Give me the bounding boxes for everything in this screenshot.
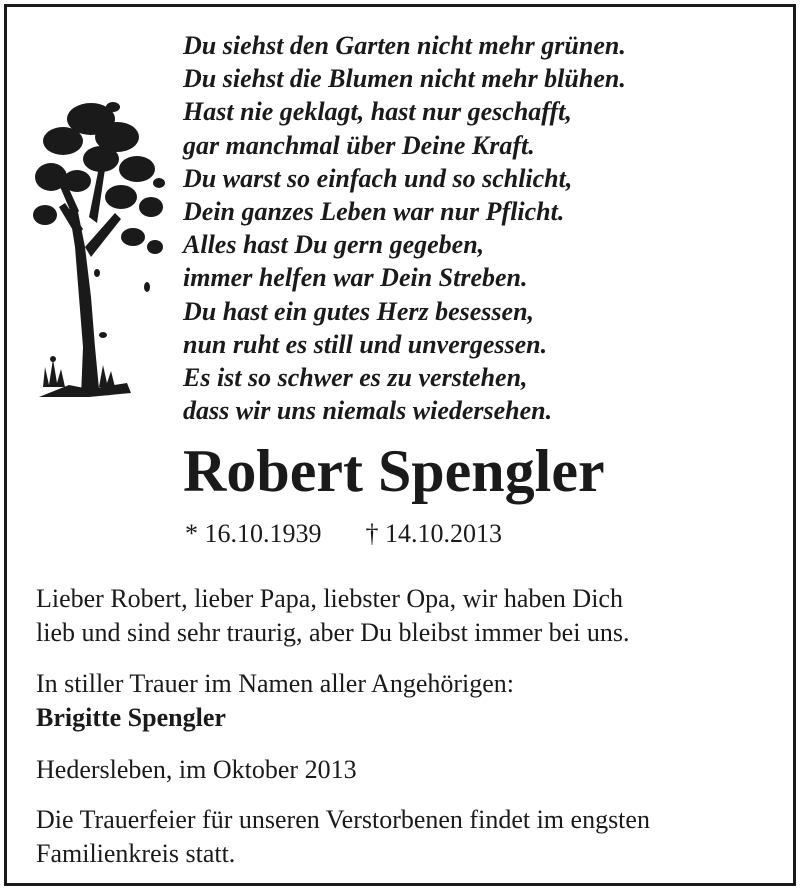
mourning-block <box>36 667 796 735</box>
service-line: Familienkreis statt. <box>36 839 236 868</box>
birth-date: * 16.10.1939 <box>185 519 322 548</box>
service-notice <box>36 803 796 871</box>
personal-message <box>36 582 796 650</box>
poem <box>183 29 783 427</box>
poem-line: gar manchmal über Deine Kraft. <box>183 130 535 160</box>
poem-line: Du siehst den Garten nicht mehr grünen. <box>183 31 626 60</box>
poem-line: immer helfen war Dein Streben. <box>183 263 528 293</box>
obituary-frame <box>4 4 796 886</box>
message-line: Lieber Robert, lieber Papa, liebster Opa, wir haben Dich <box>36 584 623 613</box>
poem-line: Hast nie geklagt, hast nur geschafft, <box>183 97 572 127</box>
poem-line: nun ruht es still und unvergessen. <box>183 329 548 359</box>
poem-line: Es ist so schwer es zu verstehen, <box>183 363 528 393</box>
service-line: Die Trauerfeier für unseren Verstorbenen findet im engsten <box>36 805 650 834</box>
poem-line: Dein ganzes Leben war nur Pflicht. <box>183 197 565 227</box>
poem-line: Du hast ein gutes Herz besessen, <box>183 296 535 326</box>
message-line: lieb und sind sehr traurig, aber Du bleibst immer bei uns. <box>36 618 630 647</box>
death-date: † 14.10.2013 <box>365 519 502 548</box>
life-dates <box>185 517 785 551</box>
deceased-name: Robert Spengler <box>183 438 605 504</box>
poem-line: Du siehst die Blumen nicht mehr blühen. <box>183 64 626 94</box>
poem-line: Alles hast Du gern gegeben, <box>183 230 485 260</box>
place-date: Hedersleben, im Oktober 2013 <box>36 755 357 784</box>
mourner-name: Brigitte Spengler <box>36 703 226 732</box>
poem-line: Du warst so einfach und so schlicht, <box>183 163 573 193</box>
tree-illustration <box>29 97 169 397</box>
poem-line: dass wir uns niemals wiedersehen. <box>183 396 553 426</box>
mourning-intro: In stiller Trauer im Namen aller Angehörigen: <box>36 669 515 698</box>
